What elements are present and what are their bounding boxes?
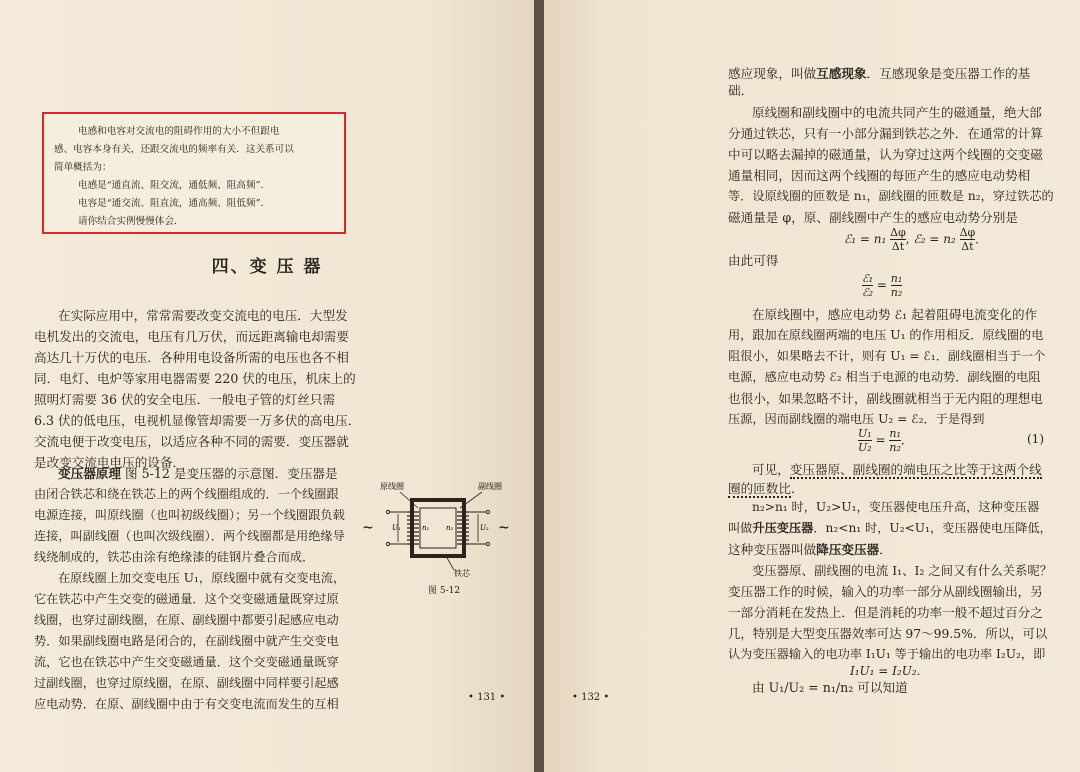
book-gutter [534, 0, 544, 772]
p2-line-6: 磁通量是 φ，原、副线圈中产生的感应电动势分别是 [728, 210, 1018, 225]
eq1-mid: ℰ₂ = n₂ [913, 232, 956, 246]
p6-line-4: 几，特别是大型变压器效率可达 97～99.5%．所以，可以 [728, 626, 1048, 641]
equation-number: (1) [1027, 432, 1044, 446]
note-box [42, 112, 346, 234]
fig-label-secondary: 副线圈 [478, 482, 502, 491]
eq1-frac-2 [960, 226, 976, 253]
p2-line-1: 原线圈和副线圈中的电流共同产生的磁通量，绝大部 [752, 105, 1042, 120]
p5-line-2 [728, 518, 1052, 539]
p3-line-5: 也很小，如果忽略不计，副线圈就相当于无内阻的理想电 [728, 391, 1043, 406]
p2-line-3: 中可以略去漏掉的磁通量，认为穿过这两个线圈的交变磁 [728, 147, 1043, 162]
eq2-den: ℰ₂ [862, 286, 874, 299]
p4-emphasis-2: 圈的匝数比 [728, 481, 791, 496]
para-intro-line-5: 照明灯需要 36 伏的安全电压．一般电子管的灯丝只需 [34, 392, 336, 407]
eq1-frac-1 [890, 226, 906, 253]
r1-text-a: 感应现象，叫做 [728, 66, 817, 81]
para3-line-4: 势．如果副线圈电路是闭合的，在副线圈中就产生交变电 [34, 634, 339, 648]
frac-num-2: Δφ [959, 226, 976, 239]
p6-line-5: 认为变压器输入的电功率 I₁U₁ 等于输出的电功率 I₂U₂，即 [728, 647, 1046, 661]
p2-line-2: 分通过铁芯，只有一小部分漏到铁芯之外．在通常的计算 [728, 126, 1043, 141]
note-line-3: 简单概括为： [54, 162, 112, 173]
eq2-rnum: n₁ [890, 272, 903, 285]
para-intro-line-2: 电机发出的交流电，电压有几万伏，而远距离输电却需要 [34, 329, 349, 344]
page-number-left: • 131 • [468, 692, 506, 703]
frac-den: Δt [891, 240, 905, 253]
principle-line-4: 连接，叫副线圈（也叫次级线圈）．两个线圈都是用绝缘导 [34, 529, 345, 543]
p6-line-1: 变压器原、副线圈的电流 I₁、I₂ 之间又有什么关系呢？ [752, 563, 1053, 578]
principle-term: 变压器原理 [58, 466, 121, 481]
eq3-right [889, 427, 901, 454]
eq3-left [858, 427, 872, 454]
p3-line-1: 在原线圈中，感应电动势 ℰ₁ 起着阻碍电流变化的作 [752, 307, 1038, 322]
transformer-diagram [360, 478, 510, 588]
p5-line-3 [728, 539, 892, 560]
para3-line-3: 线圈，也穿过副线圈，在原、副线圈中都要引起感应电动 [34, 613, 339, 627]
eq2-num: ℰ₁ [862, 272, 874, 285]
right-page [544, 0, 1080, 772]
principle-line-3: 电源连接，叫原线圈（也叫初级线圈）；另一个线圈跟负载 [34, 508, 345, 522]
para3-line-6: 过副线圈，也穿过原线圈，在原、副线圈中同样要引起感 [34, 676, 339, 690]
fig-label-primary: 原线圈 [380, 482, 404, 491]
p5-c: ．n₂<n₁ 时，U₂<U₁，变压器使电压降低， [813, 521, 1052, 535]
p4-end: ． [790, 481, 804, 496]
left-page [0, 0, 534, 772]
para-intro-line-8: 是改变交流电电压的设备． [34, 455, 186, 470]
para-intro-line-1: 在实际应用中，常常需要改变交流电的电压．大型发 [58, 308, 348, 323]
page-number-right: • 132 • [572, 692, 610, 703]
equation-emf: ℰ₁ = n₁ $\frac{\Delta\varphi}{\Delta t}$ , ℰ₂ = n₂ $\frac{\Delta\varphi}{\Delta t}$ ． [844, 226, 988, 253]
note-line-4: 电感是“通直流、阻交流，通低频、阻高频”． [78, 180, 271, 191]
so-text: 由此可得 [728, 253, 779, 268]
para-intro-line-6: 6.3 伏的低电压，电视机显像管却需要一万多伏的高电压． [34, 413, 361, 428]
p2-line-4: 通量相同，因而这两个线圈的每匝产生的感应电动势相 [728, 168, 1031, 183]
equation-voltage-ratio [858, 427, 913, 454]
note-line-6: 请你结合实例慢慢体会． [78, 216, 184, 227]
term-step-up: 升压变压器 [752, 521, 814, 535]
eq2-rden: n₂ [890, 286, 903, 299]
p2-line-5: 等．设原线圈的匝数是 n₁，副线圈的匝数是 n₂，穿过铁芯的 [728, 189, 1054, 203]
eq1-left: ℰ₁ = n₁ [844, 232, 887, 246]
ac-source-left: ~ [362, 520, 374, 536]
p5-b: 叫做 [728, 521, 753, 535]
para-intro-line-3: 高达几十万伏的电压．各种用电设备所需的电压也各不相 [34, 350, 349, 365]
eq2-equals: = [876, 278, 887, 292]
p5-line-1: n₂>n₁ 时，U₂>U₁，变压器使电压升高，这种变压器 [752, 500, 1040, 514]
eq3-rden: n₂ [889, 441, 901, 454]
equation-ratio [862, 272, 902, 299]
p4-emphasis: 变压器原、副线圈的端电压之比等于这两个线 [789, 462, 1042, 477]
eq1-tail: ． [975, 232, 988, 246]
eq2-left [862, 272, 873, 299]
para-intro-line-7: 交流电便于改变电压，以适应各种不同的需要．变压器就 [34, 434, 349, 449]
para3-line-5: 流，它也在铁芯中产生交变磁通量．这个交变磁通量既穿 [34, 655, 339, 669]
para-intro-line-4: 同．电灯、电炉等家用电器需要 220 伏的电压，机床上的 [34, 371, 356, 386]
p6-line-3: 一部分消耗在发热上．但是消耗的功率一般不超过百分之 [728, 605, 1043, 620]
fig-label-u1: U₁ [392, 524, 401, 532]
para3-line-1: 在原线圈上加交变电压 U₁，原线圈中就有交变电流， [58, 571, 346, 585]
principle-line-2: 由闭合铁芯和绕在铁芯上的两个线圈组成的．一个线圈跟 [34, 487, 339, 501]
eq3-den: U₂ [858, 441, 872, 454]
term-step-down: 降压变压器 [816, 542, 880, 557]
principle-line-1 [58, 463, 338, 484]
p5-e: ． [879, 542, 892, 557]
p4-lead: 可见， [752, 462, 790, 477]
principle-first: 图 5-12 是变压器的示意图．变压器是 [124, 466, 338, 481]
fig-label-u2: U₂ [480, 524, 489, 532]
note-line-1: 电感和电容对交流电的阻碍作用的大小不但跟电 [78, 126, 280, 137]
fig-label-core: 铁芯 [454, 569, 470, 578]
ac-source-right: ~ [498, 520, 510, 536]
frac-den-2: Δt [961, 240, 974, 253]
r-line-2: 础． [728, 83, 754, 98]
last-line: 由 U₁/U₂ = n₁/n₂ 可以知道 [752, 680, 908, 695]
eq3-equals: = [875, 433, 886, 447]
p3-line-2: 用，跟加在原线圈两端的电压 U₁ 的作用相反．原线圈的电 [728, 328, 1044, 342]
principle-line-5: 线绕制成的，铁芯由涂有绝缘漆的硅钢片叠合而成． [34, 550, 315, 564]
term-mutual-induction: 互感现象 [816, 66, 867, 81]
para3-line-7: 应电动势．在原、副线圈中由于有交变电流而发生的互相 [34, 697, 339, 711]
eq3-rnum: n₁ [889, 427, 901, 440]
r1-text-b: ．互感现象是变压器工作的基 [866, 66, 1031, 81]
eq3-tail: ． [900, 433, 913, 447]
section-title: 四、变 压 器 [211, 257, 323, 277]
r-line-1 [728, 63, 1030, 84]
fig-label-n2: n₂ [446, 524, 454, 532]
equation-power: I₁U₁ = I₂U₂. [850, 664, 921, 678]
para3-line-2: 它在铁芯中产生交变的磁通量．这个交变磁通量既穿过原 [34, 592, 339, 606]
figure-caption: 图 5-12 [428, 586, 461, 596]
fig-label-n1: n₁ [422, 524, 430, 532]
eq3-num: U₁ [858, 427, 872, 440]
p3-line-4: 电源，感应电动势 ℰ₂ 相当于电源的电动势．副线圈的电阻 [728, 370, 1041, 384]
p6-line-2: 变压器工作的时候，输入的功率一部分从副线圈输出，另 [728, 584, 1043, 599]
eq2-right [891, 272, 903, 299]
p5-d: 这种变压器叫做 [728, 542, 817, 557]
p3-line-3: 阻很小，如果略去不计，则有 U₁ = ℰ₁．副线圈相当于一个 [728, 349, 1046, 363]
note-line-2: 感、电容本身有关，还跟交流电的频率有关．这关系可以 [54, 144, 294, 155]
note-line-5: 电容是“通交流、阻直流，通高频、阻低频”． [78, 198, 271, 209]
p3-line-6: 压源，因而副线圈的端电压 U₂ = ℰ₂．于是得到 [728, 412, 985, 426]
frac-num: Δφ [890, 226, 906, 239]
